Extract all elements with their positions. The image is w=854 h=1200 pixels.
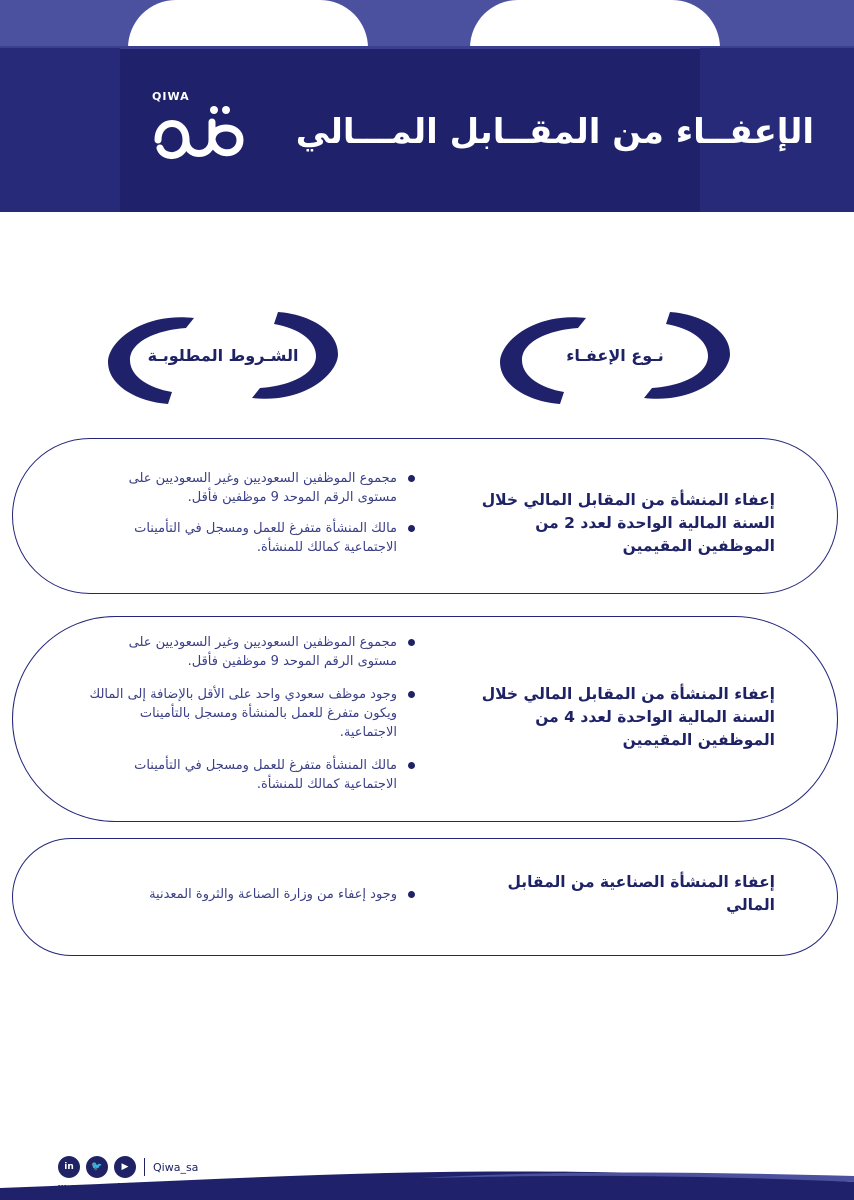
exemption-type: إعفاء المنشأة من المقابل المالي خلال السنة المالية الواحدة لعدد 4 من الموظفين المقيمين: [481, 685, 775, 749]
qiwa-logo-icon: [150, 100, 250, 180]
type-label: نـوع الإعفـاء: [566, 346, 664, 365]
conditions-label: الشـروط المطلوبـة: [147, 346, 299, 365]
condition-item: [87, 519, 417, 557]
conditions-list: [87, 469, 417, 569]
youtube-icon[interactable]: ▶: [114, 1156, 136, 1178]
exemption-row: [12, 438, 838, 594]
condition-item: [87, 756, 417, 794]
condition-text: وجود إعفاء من وزارة الصناعة والثروة المعدنية: [149, 887, 397, 902]
type-column-header: [500, 312, 730, 402]
conditions-list: [87, 885, 417, 916]
bullet-icon: [408, 475, 415, 482]
page-title: الإعفــاء من المقــابل المـــالي: [295, 112, 814, 152]
bullet-icon: [408, 762, 415, 769]
exemption-type: إعفاء المنشأة الصناعية من المقابل المالي: [507, 873, 775, 914]
bullet-icon: [408, 691, 415, 698]
website-link[interactable]: www.qiwa.sa: [58, 1183, 180, 1193]
logo-wordmark: QIWA: [152, 90, 190, 103]
condition-item: [87, 885, 417, 904]
condition-text: مالك المنشأة متفرغ للعمل ومسجل في التأمينات الاجتماعية كمالك للمنشأة.: [134, 521, 397, 555]
twitter-icon[interactable]: 🐦: [86, 1156, 108, 1178]
condition-text: وجود موظف سعودي واحد على الأقل بالإضافة إلى المالك ويكون متفرغ للعمل بالمنشأة ومسجل بالتأمينات الاجتماعية.: [89, 687, 397, 740]
condition-text: مجموع الموظفين السعوديين وغير السعوديين على مستوى الرقم الموحد 9 موظفين فأقل.: [128, 471, 397, 505]
condition-text: مجموع الموظفين السعوديين وغير السعوديين على مستوى الرقم الموحد 9 موظفين فأقل.: [128, 635, 397, 669]
qiwa-logo: [150, 90, 250, 180]
bullet-icon: [408, 639, 415, 646]
social-handle[interactable]: Qiwa_sa: [153, 1160, 199, 1174]
header-arch-decoration: [128, 0, 368, 48]
bullet-icon: [408, 891, 415, 898]
exemption-type: إعفاء المنشأة من المقابل المالي خلال السنة المالية الواحدة لعدد 2 من الموظفين المقيمين: [481, 491, 775, 555]
conditions-column-header: [108, 312, 338, 402]
social-links: [58, 1156, 198, 1178]
header-arch-decoration: [470, 0, 720, 48]
condition-item: [87, 685, 417, 742]
exemption-row: [12, 838, 838, 956]
bullet-icon: [408, 525, 415, 532]
condition-text: مالك المنشأة متفرغ للعمل ومسجل في التأمينات الاجتماعية كمالك للمنشأة.: [134, 758, 397, 792]
header-banner: [0, 0, 854, 212]
condition-item: [87, 469, 417, 507]
conditions-list: [87, 633, 417, 808]
linkedin-icon[interactable]: in: [58, 1156, 80, 1178]
exemption-row: [12, 616, 838, 822]
divider: [144, 1158, 145, 1176]
condition-item: [87, 633, 417, 671]
header-shade: [0, 48, 120, 212]
